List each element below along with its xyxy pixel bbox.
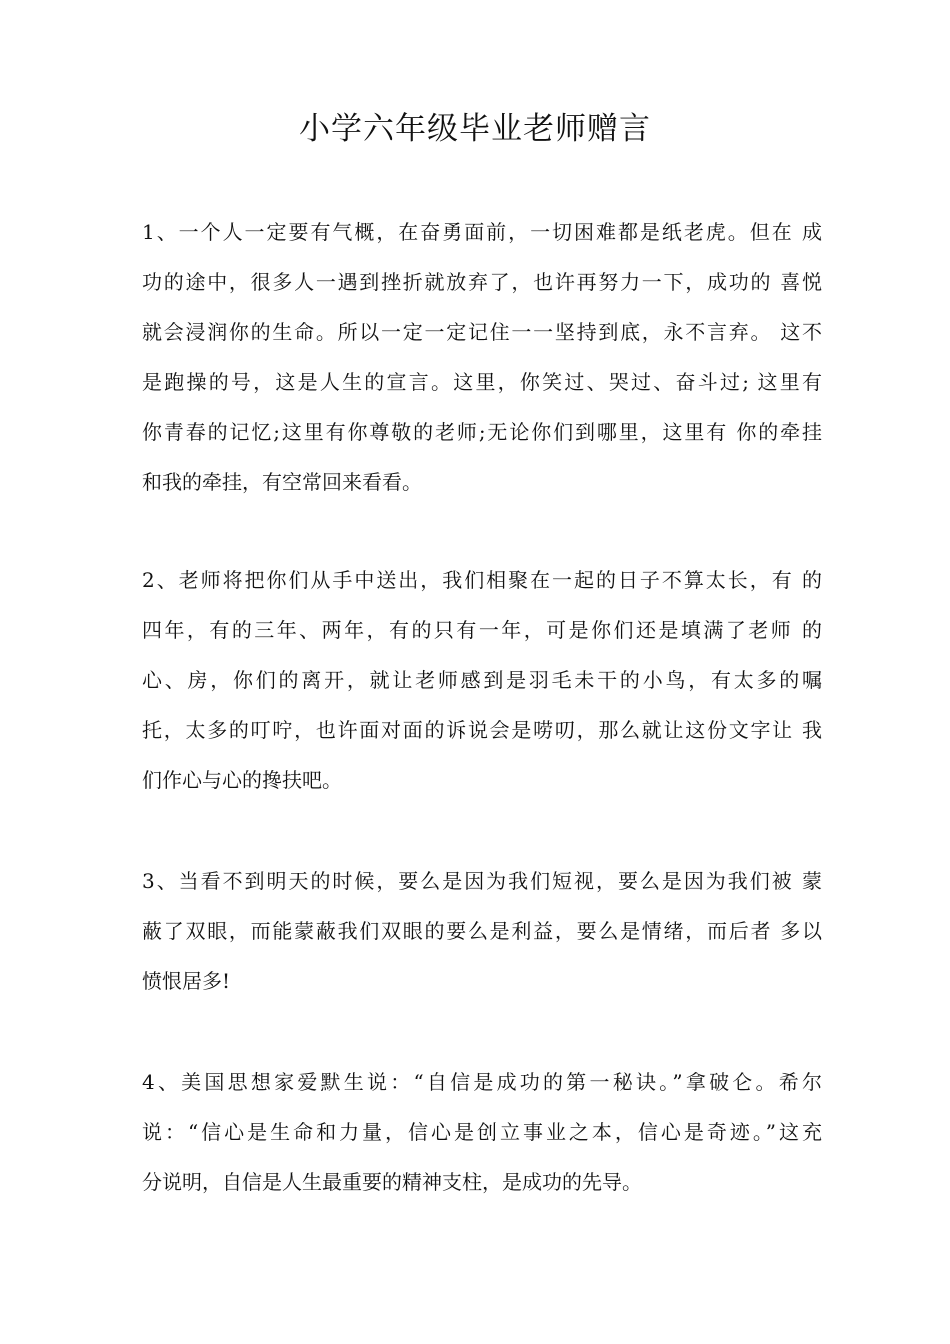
paragraph-line: 你青春的记忆;这里有你尊敬的老师;无论你们到哪里，这里有 你的牵挂 xyxy=(142,420,822,444)
document-title: 小学六年级毕业老师赠言 xyxy=(299,111,651,147)
paragraph-line: 是跑操的号，这是人生的宣言。这里，你笑过、哭过、奋斗过; 这里有 xyxy=(142,370,822,394)
paragraph-2 xyxy=(142,555,822,805)
paragraph-line: 愤恨居多! xyxy=(142,969,231,993)
paragraph-line: 心、房，你们的离开，就让老师感到是羽毛未干的小鸟，有太多的嘱 xyxy=(142,668,822,692)
paragraph-4 xyxy=(142,1057,822,1207)
paragraph-line: 功的途中，很多人一遇到挫折就放弃了，也许再努力一下，成功的 喜悦 xyxy=(142,270,822,294)
paragraph-line: 们作心与心的搀扶吧。 xyxy=(142,768,342,792)
paragraph-line: 就会浸润你的生命。所以一定一定记住一一坚持到底，永不言弃。 这不 xyxy=(142,320,822,344)
paragraph-1 xyxy=(142,207,822,507)
paragraph-line: 托，太多的叮咛，也许面对面的诉说会是唠叨，那么就让这份文字让 我 xyxy=(142,718,822,742)
paragraph-line: 四年，有的三年、两年，有的只有一年，可是你们还是填满了老师 的 xyxy=(142,618,822,642)
paragraph-line: 3、当看不到明天的时候，要么是因为我们短视，要么是因为我们被 蒙 xyxy=(142,869,822,893)
paragraph-line: 和我的牵挂，有空常回来看看。 xyxy=(142,470,422,494)
paragraph-line: 4、美国思想家爱默生说：“自信是成功的第一秘诀。”拿破仑。希尔 xyxy=(142,1070,822,1094)
paragraph-3 xyxy=(142,856,822,1006)
paragraph-line: 2、老师将把你们从手中送出，我们相聚在一起的日子不算太长，有 的 xyxy=(142,568,822,592)
paragraph-line: 说：“信心是生命和力量，信心是创立事业之本，信心是奇迹。”这充 xyxy=(142,1120,822,1144)
paragraph-line: 蔽了双眼，而能蒙蔽我们双眼的要么是利益，要么是情绪，而后者 多以 xyxy=(142,919,822,943)
paragraph-line: 分说明，自信是人生最重要的精神支柱，是成功的先导。 xyxy=(142,1170,642,1194)
paragraph-line: 1、一个人一定要有气概，在奋勇面前，一切困难都是纸老虎。但在 成 xyxy=(142,220,822,244)
